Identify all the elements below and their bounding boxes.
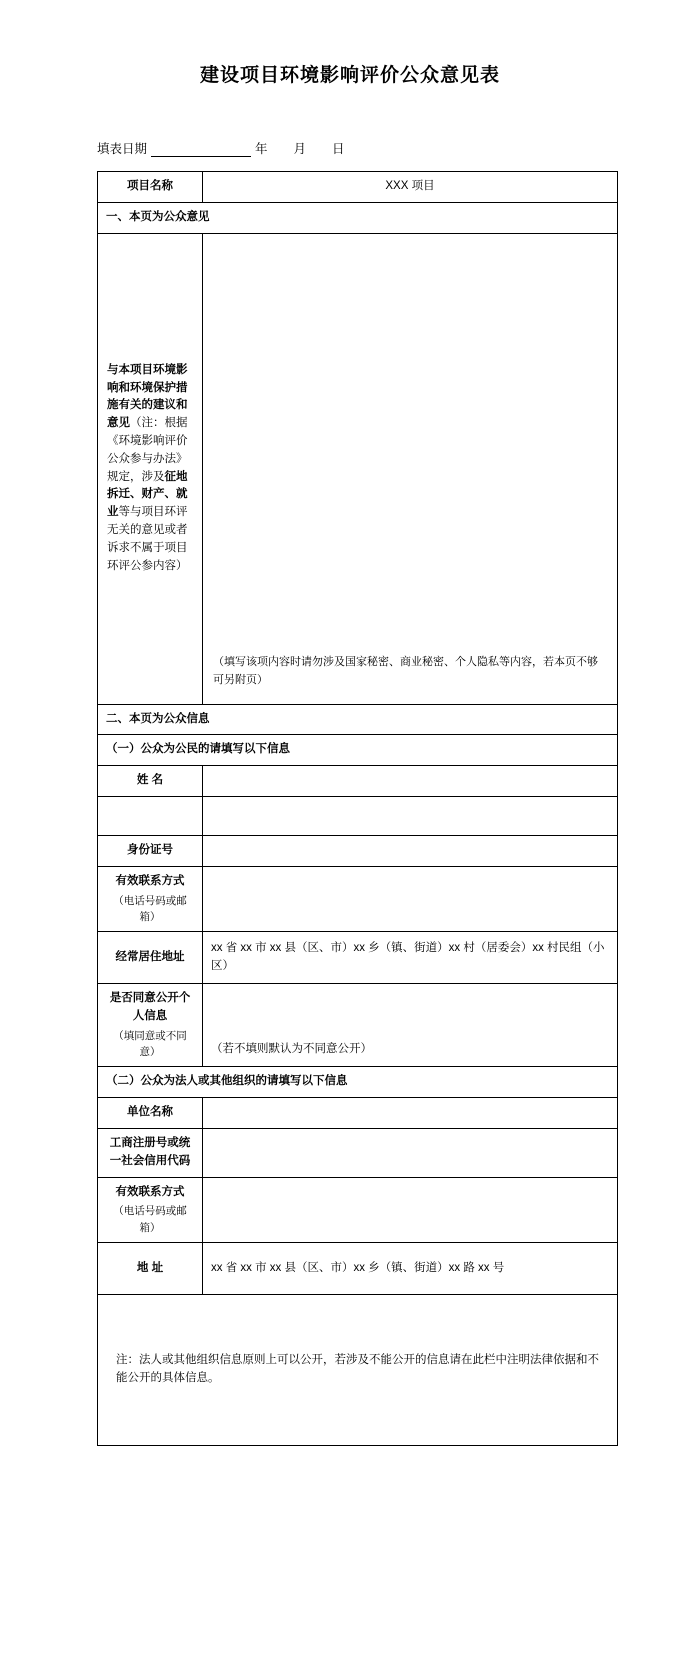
opinion-label-bold-2: 征地拆迁、财产、就业 [107, 470, 188, 519]
citizen-contact-value[interactable] [203, 866, 618, 931]
table-row-citizen-id [98, 836, 618, 867]
spacer-left [98, 797, 203, 836]
fill-date-label: 填表日期 [97, 142, 148, 156]
document-page [0, 60, 700, 1658]
org-contact-label-sub: （电话号码或邮箱） [113, 1205, 187, 1234]
opinion-label-bold-1: 与本项目环境影响和环境保护措施有关的建议和意见 [107, 363, 188, 430]
table-row-org-name [98, 1098, 618, 1129]
org-contact-value[interactable] [203, 1177, 618, 1242]
citizen-contact-label-sub: （电话号码或邮箱） [113, 894, 187, 923]
table-row-org-registration [98, 1129, 618, 1178]
citizen-name-value[interactable] [203, 766, 618, 797]
date-year-unit: 年 [255, 142, 268, 156]
citizen-name-label: 姓 名 [98, 766, 203, 797]
fill-date-blank[interactable] [151, 143, 251, 157]
opinion-label-note-1: （注：根据《环境影响评价公众参与办法》规定，涉及 [107, 417, 188, 483]
table-row-spacer [98, 797, 618, 836]
table-row-citizen-contact [98, 866, 618, 931]
table-row-opinion [98, 233, 618, 704]
citizen-consent-label-sub: （填同意或不同意） [113, 1029, 187, 1059]
section-two-heading: 二、本页为公众信息 [98, 704, 618, 735]
page-title: 建设项目环境影响评价公众意见表 [199, 65, 500, 86]
date-month-unit: 月 [293, 142, 307, 156]
table-row-footnote [98, 1294, 618, 1445]
table-row-sub-two [98, 1067, 618, 1098]
fill-date-line [97, 139, 700, 157]
org-registration-value[interactable] [203, 1129, 618, 1178]
spacer-right [203, 797, 618, 836]
section-one-heading: 一、本页为公众意见 [98, 202, 618, 233]
org-registration-label: 工商注册号或统一社会信用代码 [98, 1129, 203, 1178]
public-opinion-form [97, 171, 618, 1446]
org-contact-label [98, 1177, 203, 1242]
table-row-citizen-consent [98, 984, 618, 1067]
project-name-value[interactable]: XXX 项目 [203, 172, 618, 203]
table-row-citizen-address [98, 932, 618, 984]
citizen-contact-label [98, 866, 203, 931]
sub-one-heading: （一）公众为公民的请填写以下信息 [98, 735, 618, 766]
footnote-text: 注：法人或其他组织信息原则上可以公开，若涉及不能公开的信息请在此栏中注明法律依据和不能公开的具体信息。 [98, 1294, 618, 1445]
project-name-label: 项目名称 [98, 172, 203, 203]
org-address-label: 地 址 [98, 1242, 203, 1294]
opinion-input-area[interactable] [203, 233, 618, 704]
citizen-consent-label-main: 是否同意公开个人信息 [109, 992, 191, 1023]
citizen-contact-label-main: 有效联系方式 [115, 874, 185, 887]
date-day-unit: 日 [332, 142, 345, 156]
table-row-sub-one [98, 735, 618, 766]
org-name-label: 单位名称 [98, 1098, 203, 1129]
org-name-value[interactable] [203, 1098, 618, 1129]
sub-two-heading: （二）公众为法人或其他组织的请填写以下信息 [98, 1067, 618, 1098]
org-address-value[interactable]: xx 省 xx 市 xx 县（区、市）xx 乡（镇、街道）xx 路 xx 号 [203, 1242, 618, 1294]
org-contact-label-main: 有效联系方式 [115, 1185, 185, 1198]
opinion-label [98, 233, 203, 704]
citizen-id-label: 身份证号 [98, 836, 203, 867]
table-row-org-contact [98, 1177, 618, 1242]
citizen-id-value[interactable] [203, 836, 618, 867]
opinion-label-note-2: 等与项目环评无关的意见或者诉求不属于项目环评公参内容） [107, 506, 188, 572]
table-row-project-name [98, 172, 618, 203]
table-row-org-address [98, 1242, 618, 1294]
table-row-section-two [98, 704, 618, 735]
citizen-consent-label [98, 984, 203, 1067]
table-row-section-one [98, 202, 618, 233]
citizen-consent-value[interactable]: （若不填则默认为不同意公开） [203, 984, 618, 1067]
opinion-note: （填写该项内容时请勿涉及国家秘密、商业秘密、个人隐私等内容，若本页不够可另附页） [213, 656, 598, 687]
table-row-citizen-name [98, 766, 618, 797]
citizen-address-value[interactable]: xx 省 xx 市 xx 县（区、市）xx 乡（镇、街道）xx 村（居委会）xx 村民组（小区） [203, 932, 618, 984]
citizen-address-label: 经常居住地址 [98, 932, 203, 984]
